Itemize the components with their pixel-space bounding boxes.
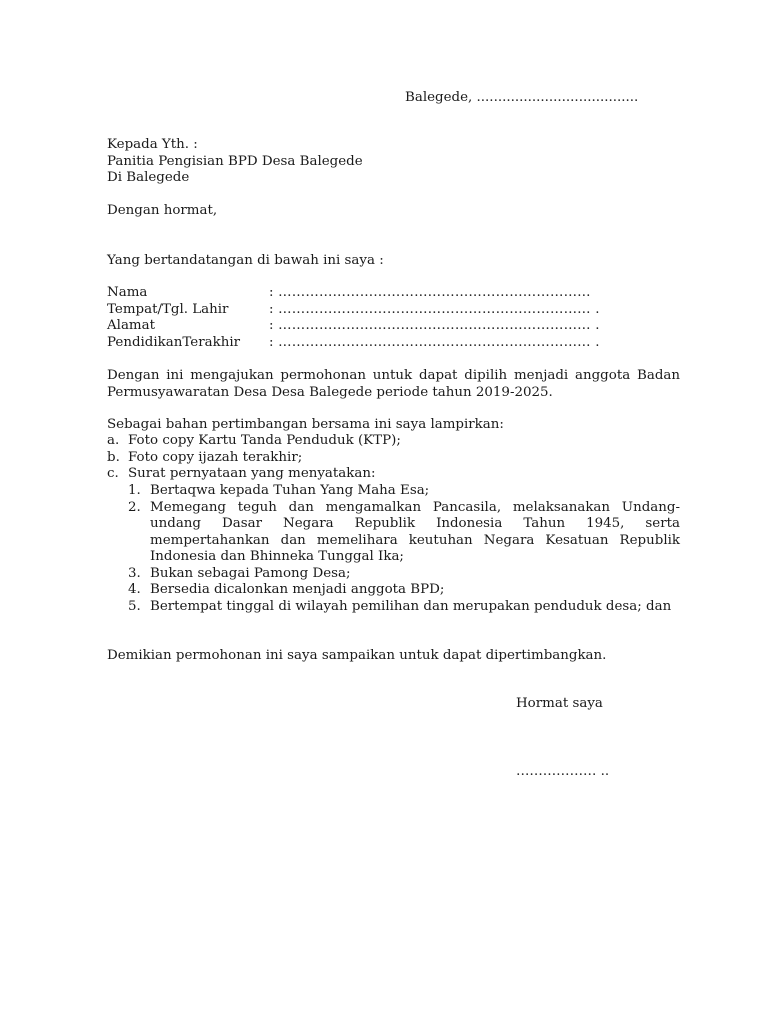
- recipient-line-1: Kepada Yth. :: [107, 137, 198, 152]
- list-marker: 3.: [128, 565, 141, 581]
- request-paragraph: Dengan ini mengajukan permohonan untuk dapat dipilih menjadi anggota Badan Permusyawaratan Desa Desa Balegede periode tahun 2019-2025.: [107, 368, 680, 400]
- regards-text: Hormat saya: [516, 696, 603, 711]
- list-item: [107, 466, 680, 483]
- field-value: : ……………………………………………………………: [269, 285, 591, 300]
- list-text: Bertempat tinggal di wilayah pemilihan dan merupakan penduduk desa; dan: [150, 598, 672, 614]
- field-label: Alamat: [107, 318, 155, 333]
- list-text: Bertaqwa kepada Tuhan Yang Maha Esa;: [150, 483, 430, 498]
- list-item: [128, 582, 680, 599]
- recipient-line-2: Panitia Pengisian BPD Desa Balegede: [107, 153, 363, 169]
- list-item: [107, 450, 680, 467]
- greeting: Dengan hormat,: [107, 203, 218, 218]
- list-marker: 5.: [128, 598, 141, 614]
- attachments-list: [107, 433, 680, 483]
- list-marker: 2.: [128, 499, 141, 515]
- recipient-block: [107, 137, 363, 187]
- field-label: Nama: [107, 285, 148, 300]
- field-value: : …………………………………………………………… .: [269, 318, 600, 333]
- list-item: [128, 566, 680, 583]
- list-marker: a.: [107, 433, 120, 448]
- list-text: Bukan sebagai Pamong Desa;: [150, 565, 351, 581]
- list-marker: 1.: [128, 483, 141, 498]
- list-text: Foto copy ijazah terakhir;: [128, 449, 303, 465]
- field-value: : …………………………………………………………… .: [269, 334, 600, 350]
- statements-list: [128, 483, 680, 615]
- list-item: [128, 599, 680, 616]
- signature-placeholder: ……………… ..: [516, 764, 610, 779]
- closing-text: Demikian permohonan ini saya sampaikan untuk dapat dipertimbangkan.: [107, 648, 607, 663]
- list-marker: b.: [107, 449, 120, 465]
- recipient-line-3: Di Balegede: [107, 170, 190, 185]
- place-date: Balegede, ......................................: [405, 90, 639, 105]
- list-text: Bersedia dicalonkan menjadi anggota BPD;: [150, 582, 445, 597]
- field-row-nama: [107, 285, 600, 302]
- list-marker: 4.: [128, 582, 141, 597]
- list-text: Foto copy Kartu Tanda Penduduk (KTP);: [128, 433, 401, 448]
- attachments-intro: Sebagai bahan pertimbangan bersama ini saya lampirkan:: [107, 417, 504, 432]
- list-marker: c.: [107, 466, 119, 481]
- field-row-ttl: [107, 302, 600, 319]
- field-label: Tempat/Tgl. Lahir: [107, 301, 229, 317]
- list-item: [128, 483, 680, 500]
- intro-text: Yang bertandatangan di bawah ini saya :: [107, 253, 384, 268]
- list-item: [107, 433, 680, 450]
- list-text: Surat pernyataan yang menyatakan:: [128, 466, 376, 481]
- field-row-pendidikan: [107, 335, 600, 352]
- field-row-alamat: [107, 318, 600, 335]
- applicant-fields: [107, 285, 600, 351]
- list-text: Memegang teguh dan mengamalkan Pancasila, melaksanakan Undang-undang Dasar Negara Republik Indonesia Tahun 1945, serta mempertahankan dan memelihara keutuhan Negara Kesatuan Republik Indonesia dan Bhinneka Tunggal Ika;: [150, 499, 680, 564]
- list-item: [128, 500, 680, 566]
- field-value: : …………………………………………………………… .: [269, 301, 600, 317]
- field-label: PendidikanTerakhir: [107, 334, 241, 350]
